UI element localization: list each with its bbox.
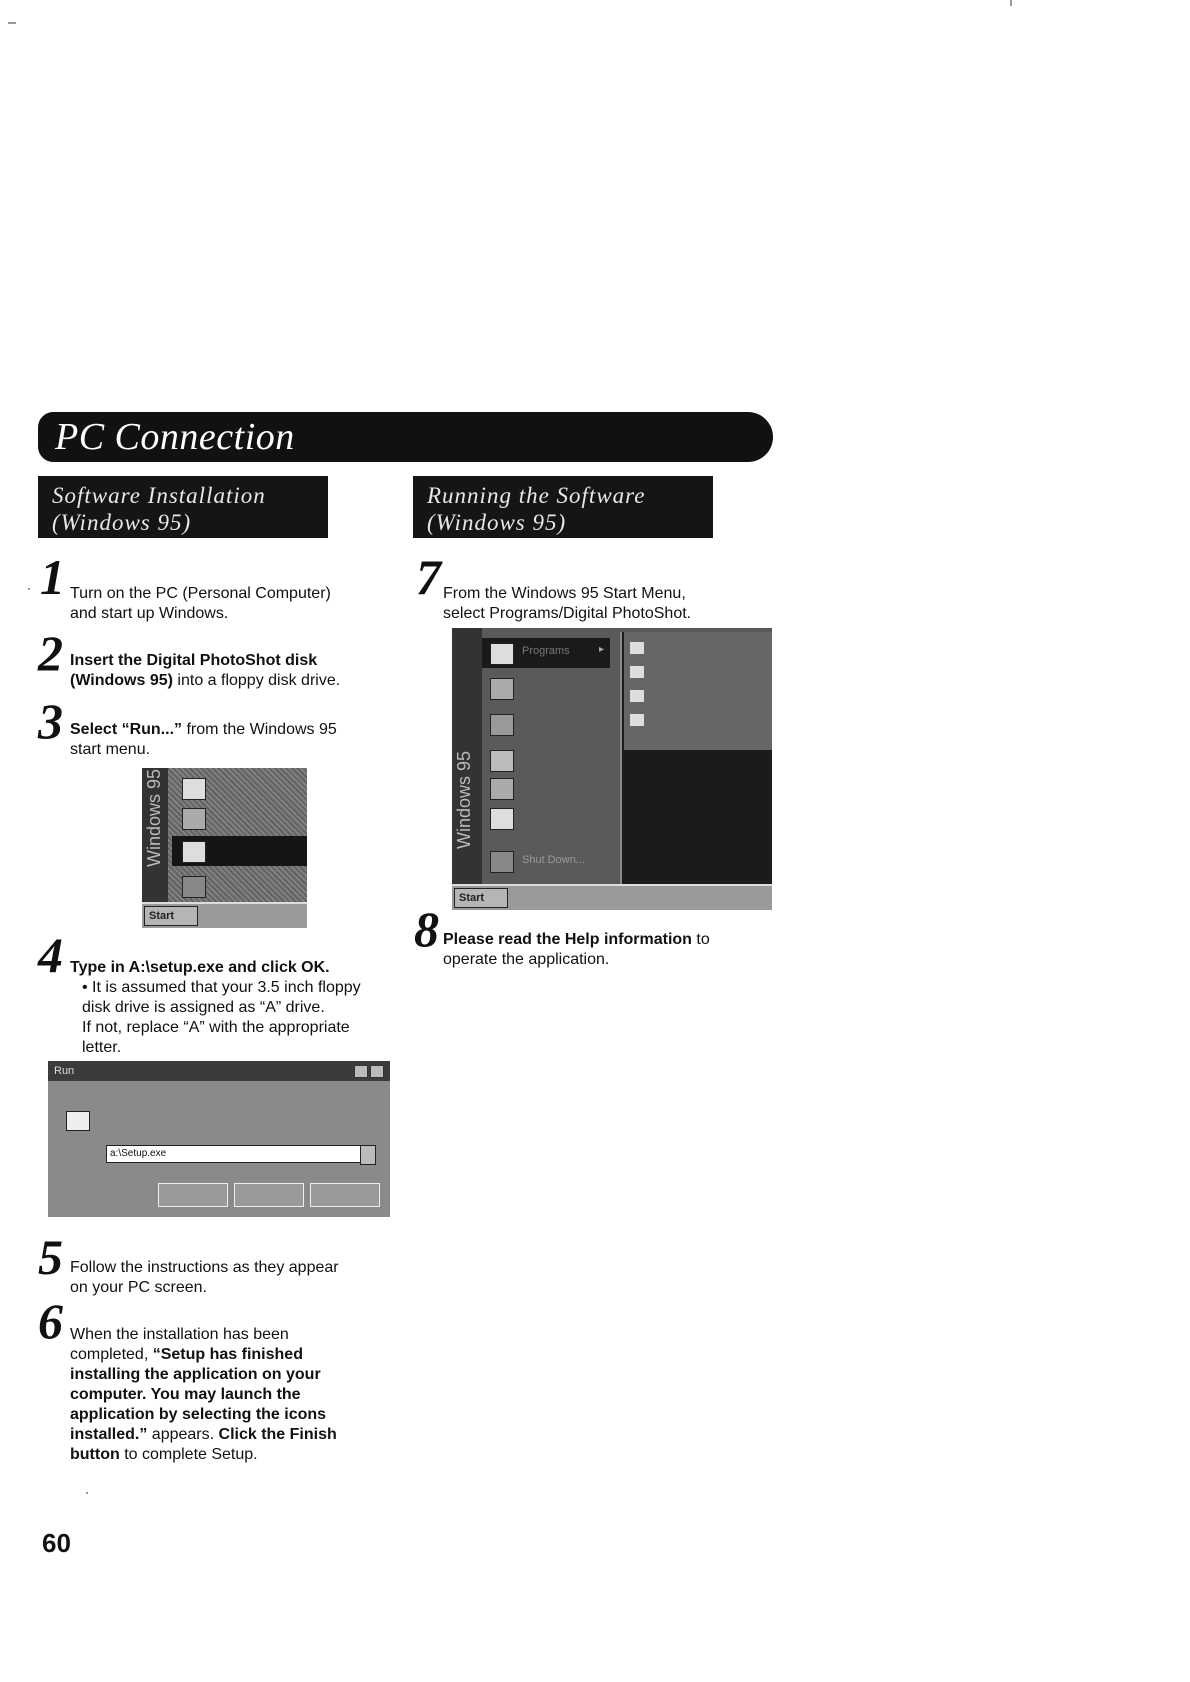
step-8-text	[443, 930, 783, 970]
folder-icon	[630, 714, 644, 726]
section-title-bar	[38, 412, 773, 462]
step-number: 1	[40, 549, 65, 605]
taskbar	[452, 884, 772, 910]
scan-speck	[1010, 0, 1012, 6]
step-number: 3	[38, 693, 63, 749]
text-bold: Please read the Help information	[443, 931, 692, 948]
text-bold: Select “Run...”	[70, 721, 183, 738]
ok-button	[158, 1183, 228, 1207]
text-line: operate the application.	[443, 951, 610, 968]
programs-menu-screenshot	[452, 628, 772, 910]
heading-line: Software Installation	[52, 483, 266, 508]
help-icon	[354, 1065, 368, 1078]
text-span: to	[691, 931, 710, 948]
programs-icon	[490, 643, 514, 665]
page-number: 60	[42, 1528, 71, 1558]
step-number: 2	[38, 625, 63, 681]
document-icon	[182, 808, 206, 830]
text-line: and start up Windows.	[70, 605, 229, 622]
programs-menu-item	[482, 638, 610, 668]
cancel-button	[234, 1183, 304, 1207]
text-line: select Programs/Digital PhotoShot.	[443, 605, 692, 622]
text-line: Follow the instructions as they appear	[70, 1259, 339, 1276]
step-number: 5	[38, 1229, 63, 1285]
folder-icon	[630, 666, 644, 678]
taskbar	[142, 902, 307, 928]
documents-icon	[490, 678, 514, 700]
run-icon	[490, 808, 514, 830]
shutdown-icon	[182, 876, 206, 898]
shutdown-menu-item	[482, 846, 610, 876]
text-line: When the installation has been	[70, 1326, 289, 1343]
text-span: to complete Setup.	[119, 1446, 258, 1463]
note-line: If not, replace “A” with the appropriate	[82, 1019, 350, 1036]
submenu-items	[624, 632, 772, 750]
text-bold: computer. You may launch the	[70, 1386, 301, 1403]
text-bold: Type in A:\setup.exe and click OK.	[70, 959, 330, 976]
heading-line: Running the Software	[427, 483, 646, 508]
step-7-text	[443, 584, 773, 624]
heading-line: (Windows 95)	[427, 510, 567, 535]
step-5-text	[70, 1258, 410, 1298]
folder-icon	[630, 690, 644, 702]
text-line: From the Windows 95 Start Menu,	[443, 585, 686, 602]
scan-speck	[86, 1492, 88, 1494]
text-span: appears.	[147, 1426, 219, 1443]
software-installation-heading	[38, 476, 328, 538]
scan-speck	[28, 588, 30, 590]
run-menu-item	[172, 836, 307, 866]
close-icon	[370, 1065, 384, 1078]
scan-speck	[8, 22, 16, 24]
chevron-right-icon: ▸	[598, 644, 604, 655]
running-software-heading	[413, 476, 713, 538]
windows95-banner: Windows 95	[142, 768, 168, 928]
step-1-text	[70, 584, 400, 624]
note-line: • It is assumed that your 3.5 inch floppy	[82, 979, 361, 996]
step-2-text	[70, 651, 410, 691]
settings-icon	[490, 714, 514, 736]
dialog-title: Run	[48, 1061, 390, 1081]
text-bold: button	[70, 1446, 120, 1463]
text-bold: application by selecting the icons	[70, 1406, 327, 1423]
text-bold: (Windows 95)	[70, 672, 173, 689]
text-line: on your PC screen.	[70, 1279, 207, 1296]
start-menu-screenshot	[142, 768, 307, 928]
command-input: a:\Setup.exe	[106, 1145, 361, 1163]
browse-button	[310, 1183, 380, 1207]
program-icon	[182, 778, 206, 800]
programs-label: Programs	[522, 645, 570, 657]
step-4-text	[70, 958, 410, 1058]
text-line: start menu.	[70, 741, 151, 758]
text-line: Insert the Digital PhotoShot disk	[70, 652, 318, 669]
note-line: disk drive is assigned as “A” drive.	[82, 999, 325, 1016]
run-dialog-screenshot	[48, 1061, 390, 1217]
step-number: 7	[416, 549, 441, 605]
help-icon	[490, 778, 514, 800]
text-span: into a floppy disk drive.	[172, 672, 341, 689]
heading-line: (Windows 95)	[52, 510, 192, 535]
run-icon	[66, 1111, 90, 1131]
shutdown-label: Shut Down...	[522, 854, 585, 866]
step-6-text	[70, 1325, 410, 1465]
windows95-banner: Windows 95	[452, 628, 482, 910]
text-bold: installed.”	[70, 1426, 148, 1443]
page-title: PC Connection	[55, 416, 295, 458]
text-bold: installing the application on your	[70, 1366, 321, 1383]
text-bold: “Setup has finished	[152, 1346, 303, 1363]
step-number: 6	[38, 1293, 63, 1349]
text-span: completed,	[70, 1346, 153, 1363]
step-3-text	[70, 720, 410, 760]
start-button: Start	[454, 888, 508, 908]
start-button: Start	[144, 906, 198, 926]
step-number: 8	[414, 901, 439, 957]
step-number: 4	[38, 927, 63, 983]
text-line: Turn on the PC (Personal Computer)	[70, 585, 331, 602]
text-bold: Click the Finish	[218, 1426, 337, 1443]
folder-icon	[630, 642, 644, 654]
programs-submenu	[620, 632, 772, 886]
text-span: from the Windows 95	[182, 721, 337, 738]
find-icon	[490, 750, 514, 772]
run-icon	[182, 841, 206, 863]
note-line: letter.	[82, 1039, 122, 1056]
chevron-down-icon	[360, 1145, 376, 1165]
shutdown-icon	[490, 851, 514, 873]
